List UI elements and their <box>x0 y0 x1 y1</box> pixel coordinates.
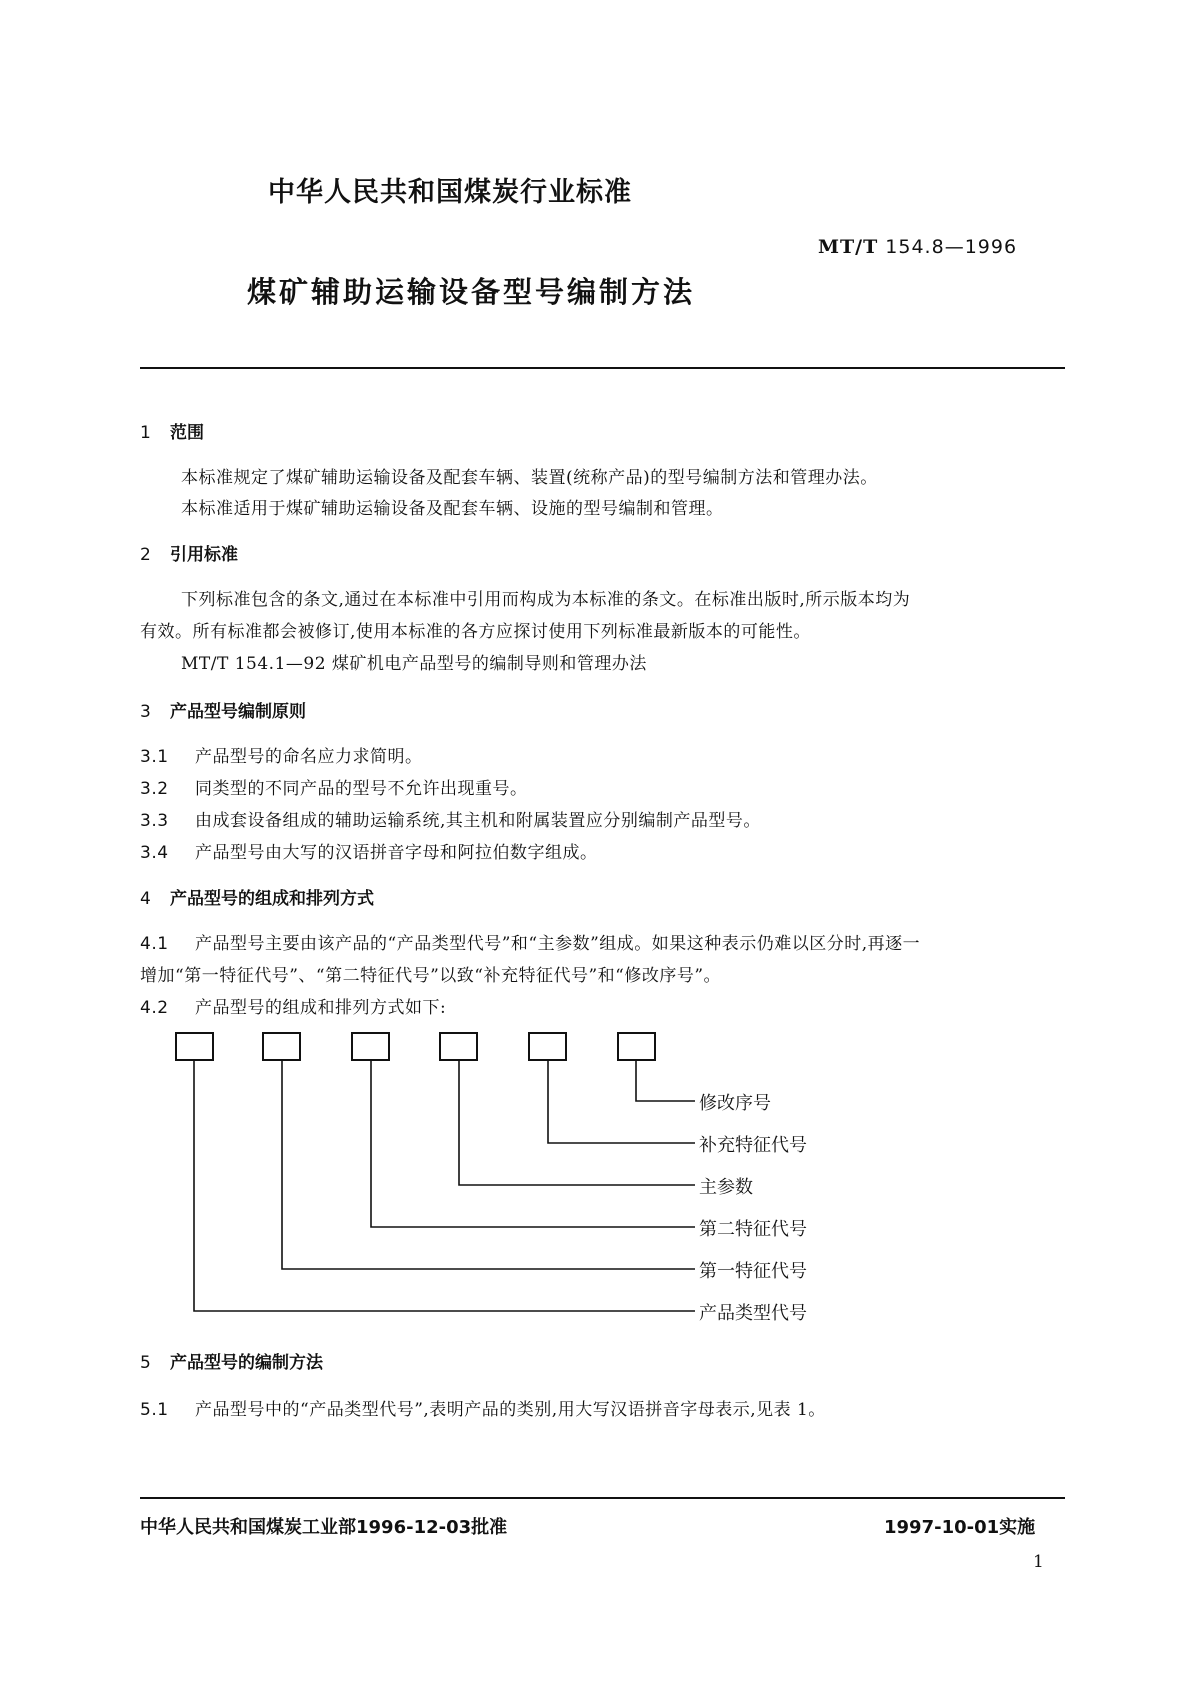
clause-3-1: 3.1 产品型号的命名应力求简明。 <box>140 747 423 767</box>
approval-statement: 中华人民共和国煤炭工业部1996-12-03批准 <box>140 1517 508 1538</box>
section-2-paragraph-line-1: 下列标准包含的条文,通过在本标准中引用而构成为本标准的条文。在标准出版时,所示版本均为 <box>181 590 911 610</box>
label-product-type-code: 产品类型代号 <box>699 1303 807 1324</box>
clause-4-1-continuation: 增加“第一特征代号”、“第二特征代号”以致“补充特征代号”和“修改序号”。 <box>140 966 722 986</box>
standard-code-prefix: MT/T <box>818 236 879 258</box>
code-box-6 <box>618 1033 655 1060</box>
section-4-heading: 4 产品型号的组成和排列方式 <box>140 889 374 909</box>
clause-3-2: 3.2 同类型的不同产品的型号不允许出现重号。 <box>140 779 528 799</box>
footer-divider <box>140 1497 1065 1499</box>
effective-date: 1997-10-01实施 <box>884 1517 1036 1538</box>
section-3-heading: 3 产品型号编制原则 <box>140 702 306 722</box>
code-box-4 <box>440 1033 477 1060</box>
label-main-parameter: 主参数 <box>699 1177 753 1198</box>
code-box-3 <box>352 1033 389 1060</box>
label-supplementary-feature-code: 补充特征代号 <box>699 1135 807 1156</box>
section-1-paragraph-1: 本标准规定了煤矿辅助运输设备及配套车辆、装置(统称产品)的型号编制方法和管理办法。 <box>181 468 878 488</box>
clause-3-4: 3.4 产品型号由大写的汉语拼音字母和阿拉伯数字组成。 <box>140 843 598 863</box>
section-5-heading: 5 产品型号的编制方法 <box>140 1353 323 1373</box>
page-number: 1 <box>1033 1552 1044 1572</box>
connector-main-parameter <box>459 1060 695 1185</box>
section-2-paragraph-line-2: 有效。所有标准都会被修订,使用本标准的各方应探讨使用下列标准最新版本的可能性。 <box>140 622 811 642</box>
label-second-feature-code: 第二特征代号 <box>699 1219 807 1240</box>
section-2-heading: 2 引用标准 <box>140 545 238 565</box>
standard-code-number: 154.8—1996 <box>885 236 1018 258</box>
code-box-1 <box>176 1033 213 1060</box>
clause-4-2: 4.2 产品型号的组成和排列方式如下: <box>140 998 447 1018</box>
clause-3-3: 3.3 由成套设备组成的辅助运输系统,其主机和附属装置应分别编制产品型号。 <box>140 811 761 831</box>
document-title: 煤矿辅助运输设备型号编制方法 <box>247 275 696 309</box>
referenced-standard: MT/T 154.1—92 煤矿机电产品型号的编制导则和管理办法 <box>181 654 647 674</box>
clause-4-1: 4.1 产品型号主要由该产品的“产品类型代号”和“主参数”组成。如果这种表示仍难以区分时,再逐一 <box>140 934 921 954</box>
connector-first-feature <box>282 1060 695 1269</box>
code-box-5 <box>529 1033 566 1060</box>
issuing-organization: 中华人民共和国煤炭行业标准 <box>268 177 632 208</box>
label-revision-number: 修改序号 <box>699 1093 771 1114</box>
label-first-feature-code: 第一特征代号 <box>699 1261 807 1282</box>
clause-5-1: 5.1 产品型号中的“产品类型代号”,表明产品的类别,用大写汉语拼音字母表示,见表 1。 <box>140 1400 826 1420</box>
section-1-paragraph-2: 本标准适用于煤矿辅助运输设备及配套车辆、设施的型号编制和管理。 <box>181 499 724 519</box>
section-1-heading: 1 范围 <box>140 423 204 443</box>
code-box-2 <box>263 1033 300 1060</box>
connector-revision <box>636 1060 695 1101</box>
